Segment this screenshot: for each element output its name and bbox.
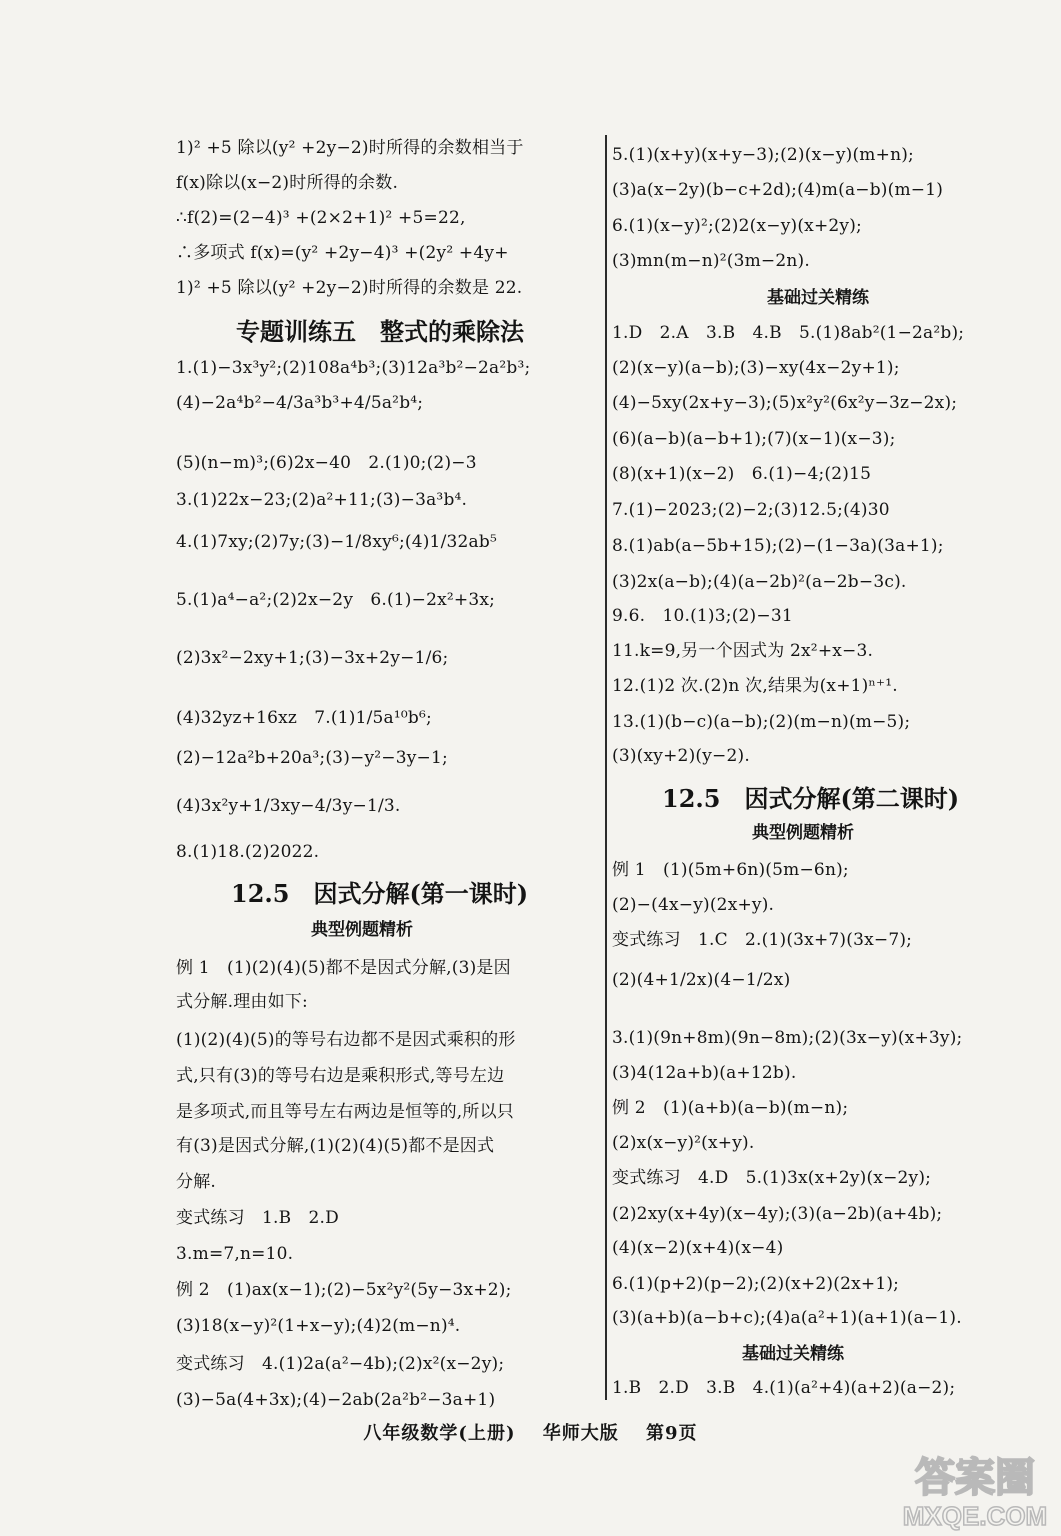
- text-line: 式,只有(3)的等号右边是乘积形式,等号左边: [176, 1066, 505, 1086]
- text-line: 1.B 2.D 3.B 4.(1)(a²+4)(a+2)(a−2);: [612, 1378, 956, 1398]
- text-line: (2)−12a²b+20a³;(3)−y²−3y−1;: [176, 748, 448, 768]
- text-line: 变式练习 1.B 2.D: [176, 1208, 339, 1228]
- watermark-url-text: MXQE.COM: [902, 1501, 1048, 1531]
- text-line: (3)a(x−2y)(b−c+2d);(4)m(a−b)(m−1): [612, 180, 944, 200]
- text-line: 1.D 2.A 3.B 4.B 5.(1)8ab²(1−2a²b);: [612, 323, 965, 343]
- text-line: (4)−5xy(2x+y−3);(5)x²y²(6x²y−3z−2x);: [612, 393, 958, 413]
- section-title: 专题训练五 整式的乘除法: [236, 317, 524, 346]
- subsection-title: 基础过关精练: [742, 1344, 844, 1364]
- text-line: 12.(1)2 次.(2)n 次,结果为(x+1)ⁿ⁺¹.: [612, 676, 898, 696]
- text-line: (2)−(4x−y)(2x+y).: [612, 895, 775, 915]
- text-line: (3)(xy+2)(y−2).: [612, 746, 750, 766]
- text-line: (1)(2)(4)(5)的等号右边都不是因式乘积的形: [176, 1030, 516, 1050]
- text-line: (3)4(12a+b)(a+12b).: [612, 1063, 797, 1083]
- text-line: (2)x(x−y)²(x+y).: [612, 1133, 755, 1153]
- text-line: 变式练习 1.C 2.(1)(3x+7)(3x−7);: [612, 930, 913, 950]
- text-line: 13.(1)(b−c)(a−b);(2)(m−n)(m−5);: [612, 712, 911, 732]
- text-line: 例 1 (1)(5m+6n)(5m−6n);: [612, 860, 849, 880]
- text-line: (3)−5a(4+3x);(4)−2ab(2a²b²−3a+1): [176, 1390, 496, 1410]
- text-line: 7.(1)−2023;(2)−2;(3)12.5;(4)30: [612, 500, 890, 520]
- text-line: 变式练习 4.(1)2a(a²−4b);(2)x²(x−2y);: [176, 1354, 505, 1374]
- text-line: 3.m=7,n=10.: [176, 1244, 294, 1264]
- lesson-subtitle: 典型例题精析: [752, 823, 854, 843]
- watermark-logo: [895, 1445, 1055, 1535]
- text-line: 8.(1)ab(a−5b+15);(2)−(1−3a)(3a+1);: [612, 536, 944, 556]
- footer-page-number: 第9页: [646, 1423, 698, 1444]
- text-line: 9.6. 10.(1)3;(2)−31: [612, 606, 793, 626]
- text-line: 3.(1)(9n+8m)(9n−8m);(2)(3x−y)(x+3y);: [612, 1028, 963, 1048]
- text-line: (3)2x(a−b);(4)(a−2b)²(a−2b−3c).: [612, 572, 907, 592]
- watermark-logo-text: 答案圈: [915, 1456, 1035, 1500]
- footer-book: 八年级数学(上册): [363, 1423, 516, 1444]
- text-line: (4)3x²y+1/3xy−4/3y−1/3.: [176, 796, 401, 816]
- lesson-title: 12.5 因式分解(第一课时): [231, 879, 529, 908]
- text-line: 例 1 (1)(2)(4)(5)都不是因式分解,(3)是因: [176, 958, 511, 978]
- text-line: 1)² +5 除以(y² +2y−2)时所得的余数是 22.: [176, 278, 523, 298]
- text-line: (2)2xy(x+4y)(x−4y);(3)(a−2b)(a+4b);: [612, 1204, 943, 1224]
- text-line: ∴f(2)=(2−4)³ +(2×2+1)² +5=22,: [176, 208, 466, 228]
- text-line: 1)² +5 除以(y² +2y−2)时所得的余数相当于: [176, 138, 524, 158]
- text-line: (8)(x+1)(x−2) 6.(1)−4;(2)15: [612, 464, 872, 484]
- column-divider: [605, 135, 607, 1400]
- text-line: (3)(a+b)(a−b+c);(4)a(a²+1)(a+1)(a−1).: [612, 1308, 962, 1328]
- text-line: 8.(1)18.(2)2022.: [176, 842, 320, 862]
- text-line: (3)mn(m−n)²(3m−2n).: [612, 251, 810, 271]
- lesson-title: 12.5 因式分解(第二课时): [662, 784, 960, 813]
- text-line: (2)(x−y)(a−b);(3)−xy(4x−2y+1);: [612, 358, 900, 378]
- text-line: 11.k=9,另一个因式为 2x²+x−3.: [612, 641, 874, 661]
- text-line: (2)3x²−2xy+1;(3)−3x+2y−1/6;: [176, 648, 449, 668]
- text-line: 分解.: [176, 1172, 217, 1192]
- text-line: (2)(4+1/2x)(4−1/2x): [612, 970, 791, 990]
- text-line: 变式练习 4.D 5.(1)3x(x+2y)(x−2y);: [612, 1168, 932, 1188]
- footer-edition: 华师大版: [542, 1423, 619, 1444]
- text-line: 5.(1)(x+y)(x+y−3);(2)(x−y)(m+n);: [612, 145, 914, 165]
- text-line: 3.(1)22x−23;(2)a²+11;(3)−3a³b⁴.: [176, 490, 468, 510]
- text-line: 例 2 (1)ax(x−1);(2)−5x²y²(5y−3x+2);: [176, 1280, 512, 1300]
- text-line: 有(3)是因式分解,(1)(2)(4)(5)都不是因式: [176, 1136, 495, 1156]
- text-line: 是多项式,而且等号左右两边是恒等的,所以只: [176, 1102, 515, 1122]
- text-line: (3)18(x−y)²(1+x−y);(4)2(m−n)⁴.: [176, 1316, 461, 1336]
- text-line: 4.(1)7xy;(2)7y;(3)−1/8xy⁶;(4)1/32ab⁵: [176, 532, 497, 552]
- text-line: 6.(1)(x−y)²;(2)2(x−y)(x+2y);: [612, 216, 862, 236]
- text-line: (4)(x−2)(x+4)(x−4): [612, 1238, 784, 1258]
- text-line: ∴多项式 f(x)=(y² +2y−4)³ +(2y² +4y+: [176, 243, 509, 263]
- text-line: 1.(1)−3x³y²;(2)108a⁴b³;(3)12a³b²−2a²b³;: [176, 358, 531, 378]
- text-line: 例 2 (1)(a+b)(a−b)(m−n);: [612, 1098, 849, 1118]
- text-line: (4)−2a⁴b²−4/3a³b³+4/5a²b⁴;: [176, 393, 424, 413]
- lesson-subtitle: 典型例题精析: [311, 920, 413, 940]
- text-line: (4)32yz+16xz 7.(1)1/5a¹⁰b⁶;: [176, 708, 432, 728]
- text-line: (6)(a−b)(a−b+1);(7)(x−1)(x−3);: [612, 429, 896, 449]
- text-line: 6.(1)(p+2)(p−2);(2)(x+2)(2x+1);: [612, 1274, 900, 1294]
- text-line: (5)(n−m)³;(6)2x−40 2.(1)0;(2)−3: [176, 453, 477, 473]
- text-line: 5.(1)a⁴−a²;(2)2x−2y 6.(1)−2x²+3x;: [176, 590, 496, 610]
- subsection-title: 基础过关精练: [767, 288, 869, 308]
- text-line: f(x)除以(x−2)时所得的余数.: [176, 173, 399, 193]
- page-footer: [0, 1419, 1061, 1445]
- text-line: 式分解.理由如下:: [176, 992, 308, 1012]
